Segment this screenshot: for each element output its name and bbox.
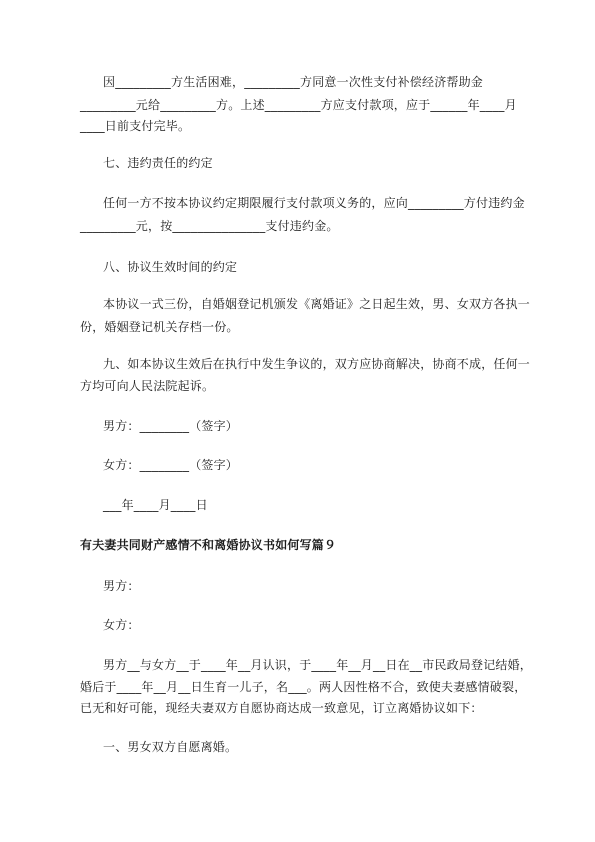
section-heading: 八、协议生效时间的约定 — [103, 260, 238, 274]
paragraph-line: _________元，按_______________支付违约金。 — [80, 219, 339, 233]
paragraph-line: 婚后于____年__月__日生育一儿子，名___。两人因性格不合，致使夫妻感情破裂， — [80, 680, 527, 694]
paragraph-line: 任何一方不按本协议约定期限履行支付款项义务的，应向_________方付违约金 — [103, 196, 525, 210]
paragraph-line: 已无和好可能，现经夫妻双方自愿协商达成一致意见，订立离婚协议如下： — [80, 701, 483, 715]
paragraph-line: 份，婚姻登记机关存档一份。 — [80, 320, 239, 334]
paragraph-line: 方均可向人民法院起诉。 — [80, 379, 215, 393]
party-male: 男方： — [103, 579, 140, 593]
paragraph-line: 本协议一式三份，自婚姻登记机颁发《离婚证》之日起生效，男、女双方各执一 — [103, 297, 531, 311]
article-title: 有夫妻共同财产感情不和离婚协议书如何写篇９ — [80, 538, 337, 552]
signature-line-female: 女方：________（签字） — [103, 458, 239, 472]
paragraph-line: _________元给_________方。上述_________方应支付款项，应于______年____月 — [80, 98, 517, 112]
paragraph-line: ____日前支付完毕。 — [80, 119, 191, 133]
paragraph-line: 男方__与女方__于____年__月认识，于____年__月__日在__市民政局登记结婚， — [103, 658, 533, 672]
party-female: 女方： — [103, 618, 140, 632]
paragraph-line: 九、如本协议生效后在执行中发生争议的，双方应协商解决，协商不成，任何一 — [103, 357, 531, 371]
section-heading: 七、违约责任的约定 — [103, 156, 213, 170]
paragraph-line: 因_________方生活困难，_________方同意一次性支付补偿经济帮助金 — [103, 75, 484, 89]
section-heading: 一、男女双方自愿离婚。 — [103, 740, 238, 754]
signature-line-male: 男方：________（签字） — [103, 419, 239, 433]
date-line: ___年____月____日 — [103, 498, 208, 512]
